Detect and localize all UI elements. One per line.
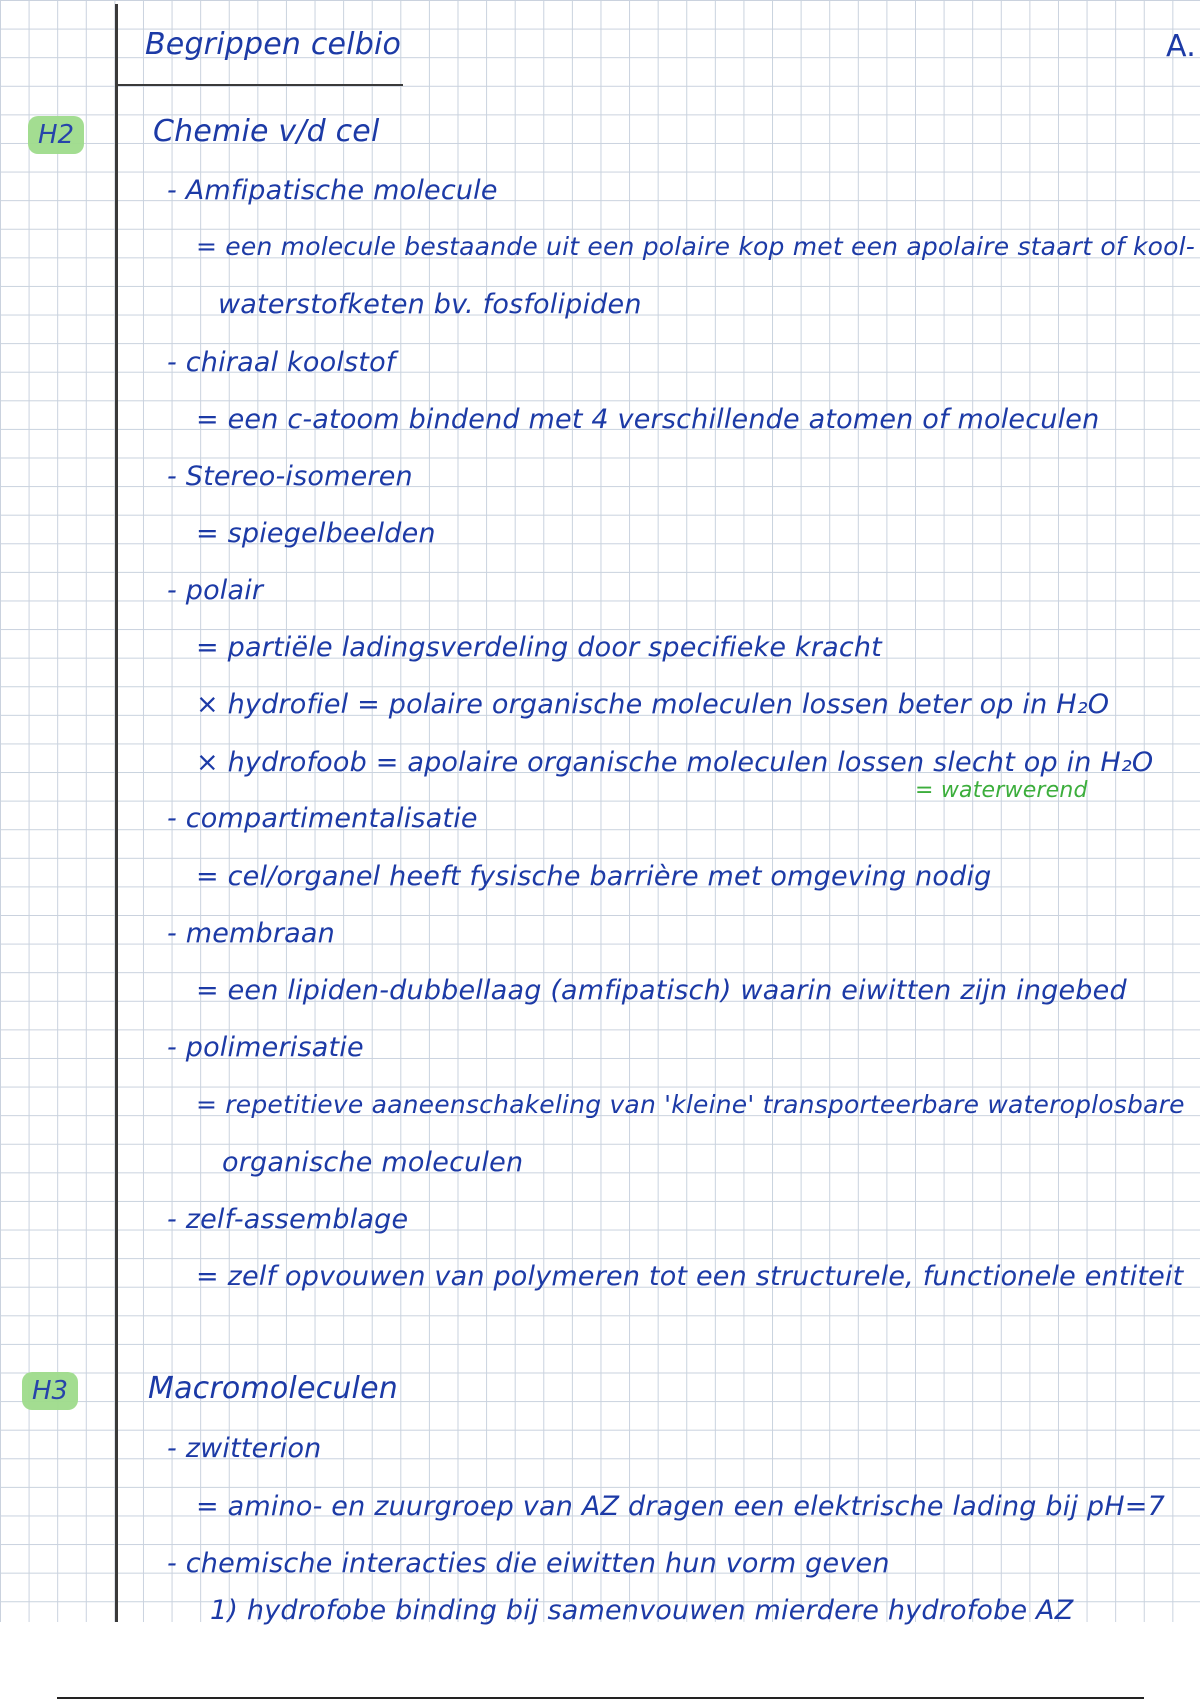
term-line: - zelf-assemblage — [167, 1204, 409, 1235]
margin-line — [115, 4, 118, 1622]
section-heading-h2: Chemie v/d cel — [153, 114, 380, 149]
definition-line: = een lipiden-dubbellaag (amfipatisch) waarin eiwitten zijn ingebed — [196, 975, 1127, 1006]
definition-line: × hydrofiel = polaire organische moleculen lossen beter op in H₂O — [196, 689, 1110, 720]
definition-line: = repetitieve aaneenschakeling van 'kleine' transporteerbare wateroplosbare — [196, 1090, 1185, 1119]
term-line: - membraan — [167, 918, 335, 949]
term-line: - Amfipatische molecule — [167, 175, 498, 206]
side-note: = waterwerend — [915, 778, 1088, 803]
definition-line: = cel/organel heeft fysische barrière met omgeving nodig — [196, 861, 992, 892]
definition-line: = zelf opvouwen van polymeren tot een structurele, functionele entiteit — [196, 1261, 1184, 1292]
definition-line: 1) hydrofobe binding bij samenvouwen mierdere hydrofobe AZ — [210, 1595, 1074, 1626]
definition-line: waterstofketen bv. fosfolipiden — [218, 289, 642, 320]
page-title: Begrippen celbio — [145, 27, 402, 62]
term-line: - polair — [167, 575, 264, 606]
section-tag-h2: H2 — [28, 116, 84, 154]
term-line: - chemische interacties die eiwitten hun vorm geven — [167, 1548, 890, 1579]
title-underline — [118, 84, 403, 86]
definition-line: = partiële ladingsverdeling door specifieke kracht — [196, 632, 882, 663]
section-heading-h3: Macromoleculen — [148, 1371, 398, 1406]
term-line: - polimerisatie — [167, 1032, 364, 1063]
definition-line: = een molecule bestaande uit een polaire kop met een apolaire staart of kool- — [196, 232, 1196, 261]
definition-line: = spiegelbeelden — [196, 518, 436, 549]
definition-line: = amino- en zuurgroep van AZ dragen een elektrische lading bij pH=7 — [196, 1491, 1165, 1522]
term-line: - compartimentalisatie — [167, 803, 478, 834]
page-label: A. — [1166, 29, 1196, 64]
footer-line — [57, 1697, 1144, 1699]
definition-line: organische moleculen — [222, 1147, 524, 1178]
section-tag-h3: H3 — [22, 1372, 78, 1410]
definition-line: = een c-atoom bindend met 4 verschillende atomen of moleculen — [196, 404, 1100, 435]
term-line: - zwitterion — [167, 1433, 322, 1464]
term-line: - Stereo-isomeren — [167, 461, 413, 492]
definition-line: × hydrofoob = apolaire organische moleculen lossen slecht op in H₂O — [196, 747, 1154, 778]
term-line: - chiraal koolstof — [167, 347, 396, 378]
